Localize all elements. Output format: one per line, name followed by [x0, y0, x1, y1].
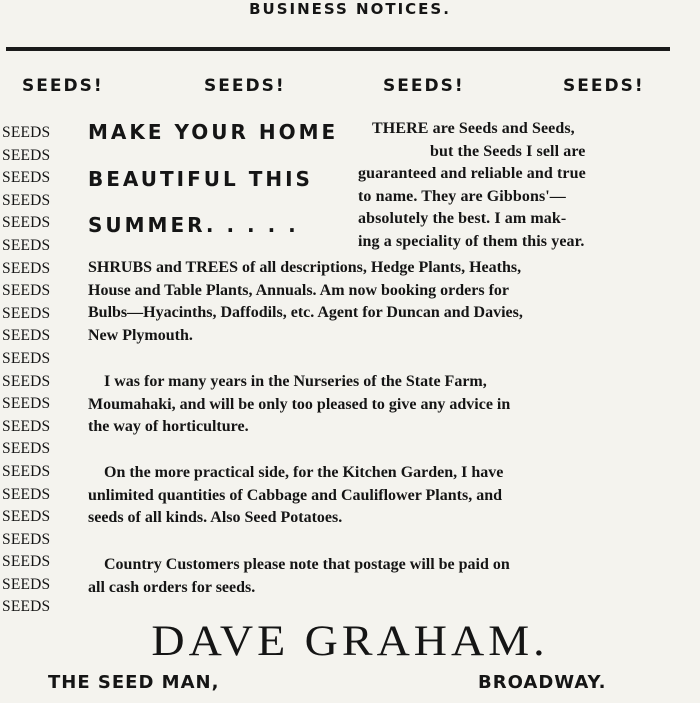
- paragraph-line: New Plymouth.: [88, 326, 193, 344]
- paragraph-nurseries: [88, 371, 694, 439]
- paragraph-line: I was for many years in the Nurseries of the State Farm,: [104, 373, 487, 390]
- paragraph-line: seeds of all kinds. Also Seed Potatoes.: [88, 509, 343, 526]
- side-seeds-label: SEEDS: [2, 146, 51, 164]
- side-seeds-label: SEEDS: [2, 236, 51, 254]
- side-seeds-label: SEEDS: [2, 349, 51, 367]
- paragraph-line: unlimited quantities of Cabbage and Cauliflower Plants, and: [88, 486, 502, 504]
- right-block-line: ing a speciality of them this year.: [358, 233, 585, 250]
- side-seeds-label: SEEDS: [2, 282, 51, 300]
- header-rule: [6, 47, 670, 51]
- paragraph-line: all cash orders for seeds.: [88, 578, 256, 596]
- right-block-line: THERE are Seeds and Seeds,: [372, 120, 575, 137]
- paragraph-line: On the more practical side, for the Kitchen Garden, I have: [104, 464, 504, 481]
- side-seeds-label: SEEDS: [2, 304, 51, 322]
- side-seeds-label: SEEDS: [2, 169, 51, 187]
- headline-line-1: MAKE YOUR HOME: [88, 120, 339, 144]
- side-seeds-label: SEEDS: [2, 575, 51, 593]
- side-seeds-label: SEEDS: [2, 508, 51, 526]
- headline-line-3: SUMMER. . . . .: [88, 213, 299, 237]
- advertiser-location: BROADWAY.: [478, 672, 607, 693]
- side-seeds-label: SEEDS: [2, 191, 51, 209]
- side-seeds-label: SEEDS: [2, 440, 51, 458]
- seeds-banner-3: SEEDS!: [383, 76, 465, 96]
- side-seeds-label: SEEDS: [2, 485, 51, 503]
- side-seeds-label: SEEDS: [2, 462, 51, 480]
- paragraph-line: Bulbs—Hyacinths, Daffodils, etc. Agent for Duncan and Davies,: [88, 304, 523, 321]
- advertiser-title: THE SEED MAN,: [48, 672, 220, 693]
- side-seeds-label: SEEDS: [2, 327, 51, 345]
- seeds-banner-2: SEEDS!: [204, 76, 286, 96]
- right-block-line: to name. They are Gibbons'—: [358, 188, 566, 205]
- right-block-line: guaranteed and reliable and true: [358, 165, 586, 182]
- right-block-line: absolutely the best. I am mak-: [358, 210, 567, 227]
- right-block-line: but the Seeds I sell are: [430, 143, 586, 160]
- side-seeds-label: SEEDS: [2, 553, 51, 571]
- side-seeds-label: SEEDS: [2, 214, 51, 232]
- paragraph-shrubs: [88, 257, 678, 347]
- paragraph-line: the way of horticulture.: [88, 418, 249, 435]
- side-seeds-label: SEEDS: [2, 417, 51, 435]
- advertiser-name: DAVE GRAHAM.: [151, 616, 549, 665]
- paragraph-line: House and Table Plants, Annuals. Am now booking orders for: [88, 281, 509, 299]
- side-seeds-label: SEEDS: [2, 259, 51, 277]
- headline-line-2: BEAUTIFUL THIS: [88, 167, 313, 191]
- seeds-side-column: [2, 122, 50, 619]
- side-seeds-label: SEEDS: [2, 530, 51, 548]
- paragraph-line: Country Customers please note that postage will be paid on: [104, 556, 510, 573]
- side-seeds-label: SEEDS: [2, 395, 51, 413]
- side-seeds-label: SEEDS: [2, 372, 51, 390]
- seeds-banner-4: SEEDS!: [563, 76, 645, 96]
- section-header: BUSINESS NOTICES.: [249, 0, 451, 18]
- seeds-banner-1: SEEDS!: [22, 76, 104, 96]
- side-seeds-label: SEEDS: [2, 598, 51, 616]
- side-seeds-label: SEEDS: [2, 124, 51, 141]
- paragraph-line: Moumahaki, and will be only too pleased to give any advice in: [88, 395, 511, 413]
- paragraph-kitchen-garden: [88, 462, 694, 530]
- paragraph-line: SHRUBS and TREES of all descriptions, Hedge Plants, Heaths,: [88, 259, 522, 276]
- paragraph-postage: [88, 554, 694, 599]
